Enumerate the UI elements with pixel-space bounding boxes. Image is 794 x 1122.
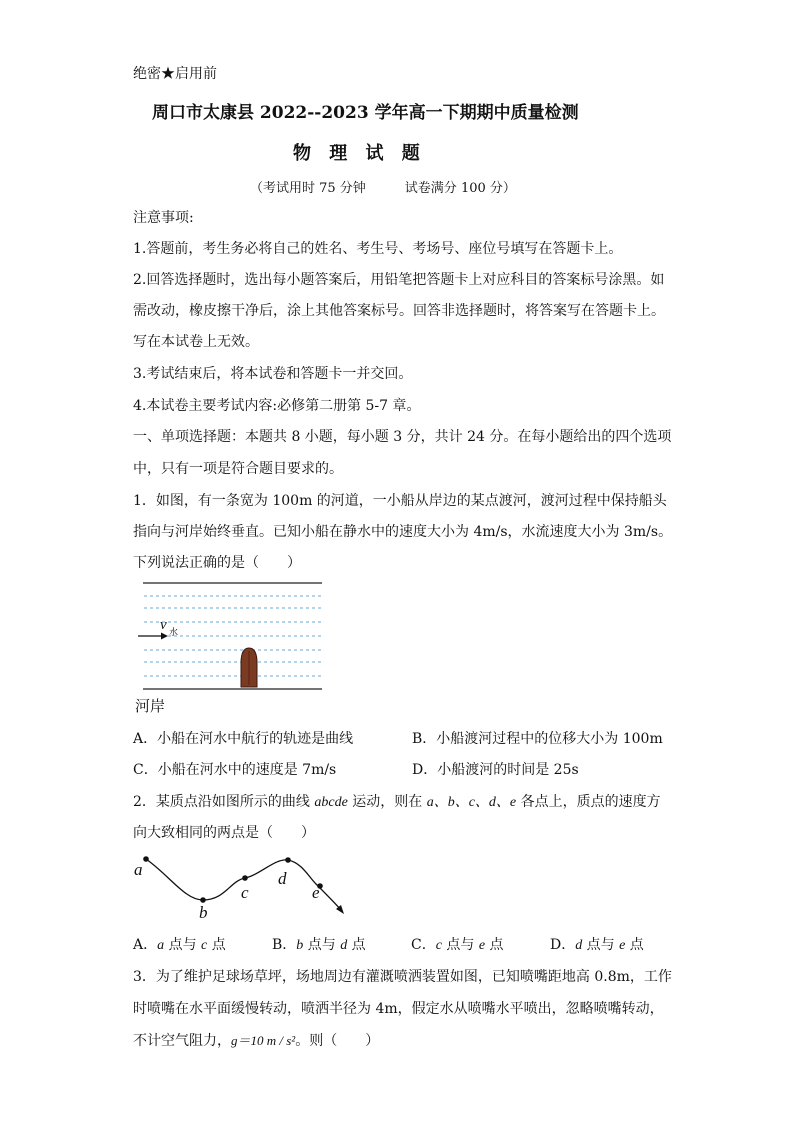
q3-line-2: 时喷嘴在水平面缓慢转动，喷洒半径为 4m，假定水从喷嘴水平喷出，忽略喷嘴转动， xyxy=(133,1001,664,1017)
point-b xyxy=(200,897,206,903)
velocity-subscript: 水 xyxy=(169,628,179,638)
notes-heading: 注意事项: xyxy=(133,210,194,226)
note-3: 3.考试结束后，将本试卷和答题卡一并交回。 xyxy=(133,366,413,382)
section-1-line-2: 中，只有一项是符合题目要求的。 xyxy=(133,461,343,477)
q3-line-1: 3．为了维护足球场草坪，场地周边有灌溉喷洒装置如图，已知喷嘴距地高 0.8m，工作 xyxy=(133,969,672,985)
q2-option-a[interactable]: A．a 点与 c 点 xyxy=(133,937,226,953)
q1-option-a[interactable]: A．小船在河水中航行的轨迹是曲线 xyxy=(133,731,354,747)
q2-option-b[interactable]: B．b 点与 d 点 xyxy=(272,937,366,953)
note-2-line-3: 写在本试卷上无效。 xyxy=(133,334,259,350)
label-a: a xyxy=(134,860,143,879)
section-1-line-1: 一、单项选择题：本题共 8 小题，每小题 3 分，共计 24 分。在每小题给出的四个选项 xyxy=(133,429,672,445)
q1-line-1: 1．如图，有一条宽为 100m 的河道，一小船从岸边的某点渡河，渡河过程中保持船头 xyxy=(133,493,667,509)
velocity-label: v xyxy=(160,617,167,633)
point-a xyxy=(143,856,149,862)
label-c: c xyxy=(241,883,249,902)
exam-title: 周口市太康县 2022--2023 学年高一下期期中质量检测 xyxy=(152,103,579,123)
point-c xyxy=(242,875,248,881)
note-2-line-1: 2.回答选择题时，选出每小题答案后，用铅笔把答题卡上对应科目的答案标号涂黑。如 xyxy=(133,272,665,288)
q2-option-d[interactable]: D．d 点与 e 点 xyxy=(550,937,644,953)
q1-option-c[interactable]: C．小船在河水中的速度是 7m/s xyxy=(133,762,337,778)
label-d: d xyxy=(278,869,287,888)
river-figure xyxy=(130,575,330,700)
note-4: 4.本试卷主要考试内容:必修第二册第 5-7 章。 xyxy=(133,398,421,414)
subject-title: 物 理 试 题 xyxy=(293,143,426,164)
q1-option-b[interactable]: B．小船渡河过程中的位移大小为 100m xyxy=(412,731,663,747)
secret-mark: 绝密★启用前 xyxy=(133,66,217,82)
river-bank-label: 河岸 xyxy=(135,697,166,715)
note-2-line-2: 需改动，橡皮擦干净后，涂上其他答案标号。回答非选择题时，将答案写在答题卡上。 xyxy=(133,303,665,319)
q1-line-2: 指向与河岸始终垂直。已知小船在静水中的速度大小为 4m/s，水流速度大小为 3m/s。 xyxy=(133,524,673,540)
label-e: e xyxy=(312,883,320,902)
q1-line-3: 下列说法正确的是（ ） xyxy=(133,555,301,571)
exam-info: （考试用时 75 分钟 试卷满分 100 分） xyxy=(250,181,516,196)
label-b: b xyxy=(199,903,208,922)
point-d xyxy=(285,857,291,863)
gravity-formula: g＝10 m / s² xyxy=(231,1033,296,1048)
q1-option-d[interactable]: D．小船渡河的时间是 25s xyxy=(412,762,579,778)
q3-line-3: 不计空气阻力，g＝10 m / s²。则（ ） xyxy=(133,1033,380,1049)
q2-option-c[interactable]: C．c 点与 e 点 xyxy=(411,937,504,953)
q2-line-2: 向大致相同的两点是（ ） xyxy=(133,825,315,841)
q2-line-1: 2．某质点沿如图所示的曲线 abcde 运动，则在 a、b、c、d、e 各点上，质点的速度方 xyxy=(133,794,661,810)
note-1: 1.答题前，考生务必将自己的姓名、考生号、考场号、座位号填写在答题卡上。 xyxy=(133,241,623,257)
